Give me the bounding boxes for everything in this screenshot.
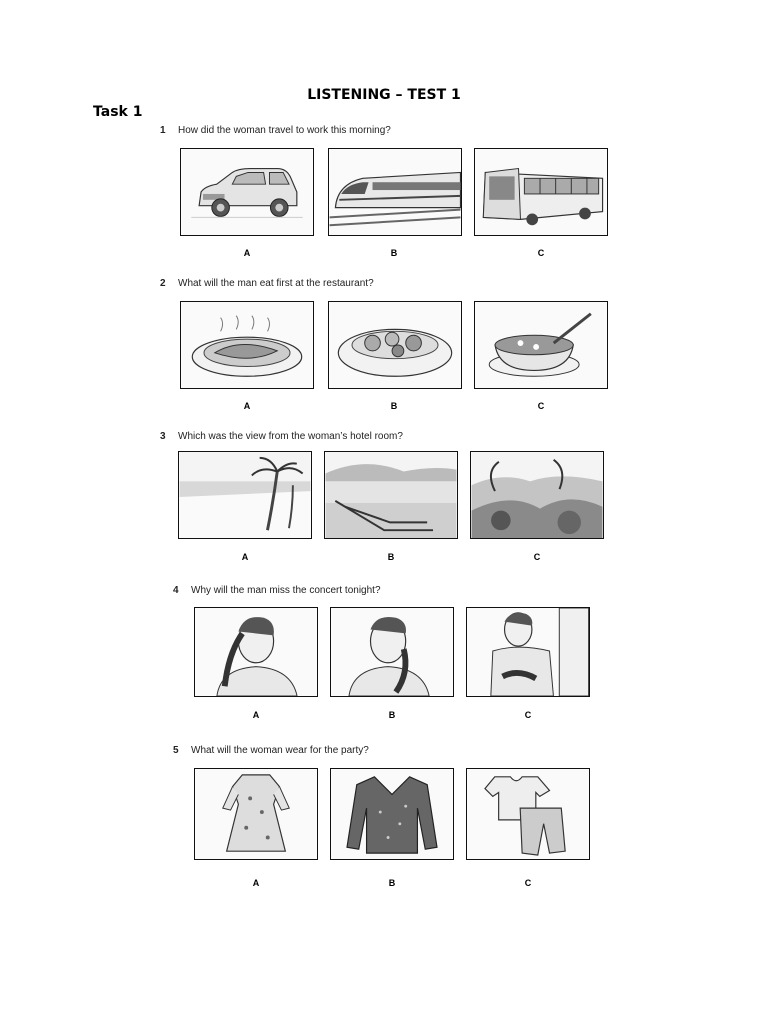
option-b-label: B <box>388 878 396 888</box>
option-a-dress-image[interactable] <box>194 768 318 860</box>
option-c-bus-image[interactable] <box>474 148 608 236</box>
option-a-headache-image[interactable] <box>194 607 318 697</box>
option-c-label: C <box>537 248 545 258</box>
option-b-pool-image[interactable] <box>324 451 458 539</box>
option-b-toothache-image[interactable] <box>330 607 454 697</box>
question-text: Which was the view from the woman’s hotel room? <box>178 431 403 442</box>
tropical-garden-icon <box>471 452 603 538</box>
question-number: 4 <box>173 585 179 596</box>
question-2 <box>160 277 610 412</box>
option-a-label: A <box>252 710 260 720</box>
option-b-label: B <box>388 710 396 720</box>
option-c-garden-image[interactable] <box>470 451 604 539</box>
question-text: Why will the man miss the concert tonight? <box>191 585 381 596</box>
option-c-label: C <box>537 401 545 411</box>
option-a-car-image[interactable] <box>180 148 314 236</box>
question-5 <box>173 744 613 888</box>
bus-icon <box>475 149 607 235</box>
question-1 <box>160 124 610 259</box>
tshirt-jeans-icon <box>467 769 589 859</box>
option-a-label: A <box>241 552 249 562</box>
car-icon <box>181 149 313 235</box>
question-3 <box>160 430 610 565</box>
stomachache-man-icon <box>467 608 589 696</box>
question-text: What will the woman wear for the party? <box>191 745 369 756</box>
page-title: LISTENING – TEST 1 <box>307 87 461 103</box>
option-a-beach-image[interactable] <box>178 451 312 539</box>
pool-loungers-icon <box>325 452 457 538</box>
toothache-man-icon <box>331 608 453 696</box>
option-c-stomachache-image[interactable] <box>466 607 590 697</box>
option-a-label: A <box>252 878 260 888</box>
option-a-label: A <box>243 248 251 258</box>
question-number: 3 <box>160 431 166 442</box>
task-label: Task 1 <box>93 104 143 120</box>
option-b-train-image[interactable] <box>328 148 462 236</box>
option-b-seafood-image[interactable] <box>328 301 462 389</box>
train-icon <box>329 149 461 235</box>
question-text: What will the man eat first at the restaurant? <box>178 278 374 289</box>
option-b-label: B <box>387 552 395 562</box>
option-c-soup-image[interactable] <box>474 301 608 389</box>
option-b-label: B <box>390 401 398 411</box>
soup-bowl-icon <box>475 302 607 388</box>
question-number: 2 <box>160 278 166 289</box>
option-c-tshirt-jeans-image[interactable] <box>466 768 590 860</box>
headache-man-icon <box>195 608 317 696</box>
option-b-sweater-image[interactable] <box>330 768 454 860</box>
option-b-label: B <box>390 248 398 258</box>
question-text: How did the woman travel to work this morning? <box>178 125 391 136</box>
dress-icon <box>195 769 317 859</box>
roast-fish-dish-icon <box>181 302 313 388</box>
seafood-salad-icon <box>329 302 461 388</box>
question-number: 5 <box>173 745 179 756</box>
option-c-label: C <box>524 710 532 720</box>
sweater-icon <box>331 769 453 859</box>
option-a-label: A <box>243 401 251 411</box>
option-c-label: C <box>533 552 541 562</box>
question-4 <box>173 584 613 719</box>
beach-palms-icon <box>179 452 311 538</box>
option-c-label: C <box>524 878 532 888</box>
option-a-fish-dish-image[interactable] <box>180 301 314 389</box>
question-number: 1 <box>160 125 166 136</box>
